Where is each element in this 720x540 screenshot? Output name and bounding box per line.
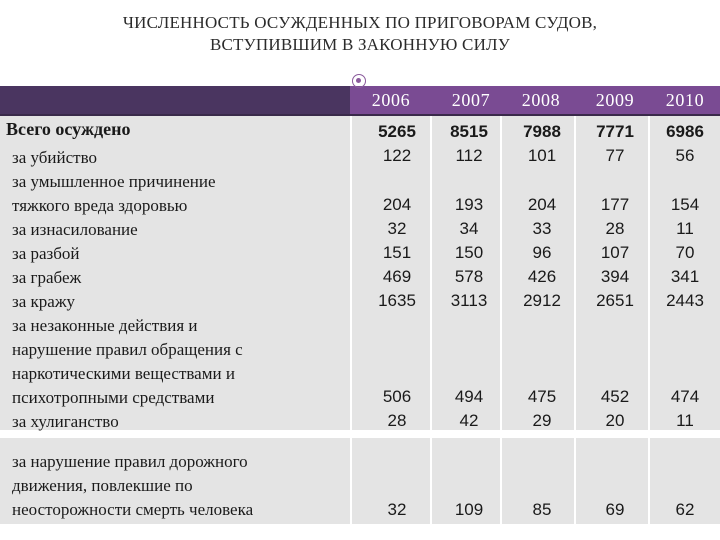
table-cell: 193 xyxy=(454,195,484,214)
table-cell: 122 xyxy=(382,146,412,165)
table-cell: 578 xyxy=(454,267,484,286)
table-cell: 96 xyxy=(532,243,552,262)
column-divider xyxy=(648,116,650,524)
row-label-murder: за убийство xyxy=(12,148,98,167)
column-divider xyxy=(430,116,432,524)
table-cell: 8515 xyxy=(450,122,488,141)
table-header-label-cell xyxy=(0,86,350,114)
table-cell: 3113 xyxy=(450,291,488,310)
table-cell: 2443 xyxy=(666,291,704,310)
title-line-1: ЧИСЛЕННОСТЬ ОСУЖДЕННЫХ ПО ПРИГОВОРАМ СУДОВ, xyxy=(122,13,598,32)
column-divider xyxy=(500,116,502,524)
row-label-drugs-1: за незаконные действия и xyxy=(12,316,198,335)
row-label-hooliganism: за хулиганство xyxy=(12,412,119,431)
table-cell: 177 xyxy=(600,195,630,214)
row-label-robbery: за разбой xyxy=(12,244,80,263)
table-cell: 7771 xyxy=(596,122,634,141)
table-cell: 42 xyxy=(459,411,479,430)
table-cell: 474 xyxy=(670,387,700,406)
table-cell: 56 xyxy=(675,146,695,165)
table-cell: 85 xyxy=(532,500,552,519)
table-cell: 151 xyxy=(382,243,412,262)
row-label-grievous-harm-2: тяжкого вреда здоровью xyxy=(12,196,188,215)
table-cell: 34 xyxy=(459,219,479,238)
row-label-drugs-4: психотропными средствами xyxy=(12,388,215,407)
table-cell: 150 xyxy=(454,243,484,262)
table-cell: 2651 xyxy=(596,291,634,310)
table-cell: 11 xyxy=(676,411,694,430)
table-cell: 154 xyxy=(670,195,700,214)
table-cell: 204 xyxy=(527,195,557,214)
ornament-icon xyxy=(352,74,366,88)
column-divider xyxy=(350,116,352,524)
table-cell: 426 xyxy=(527,267,557,286)
table-cell: 62 xyxy=(675,500,695,519)
table-cell: 101 xyxy=(527,146,557,165)
row-label-traffic-1: за нарушение правил дорожного xyxy=(12,452,248,471)
table-cell: 452 xyxy=(600,387,630,406)
table-cell: 1635 xyxy=(378,291,416,310)
table-cell: 506 xyxy=(382,387,412,406)
table-cell: 5265 xyxy=(378,122,416,141)
table-cell: 2912 xyxy=(523,291,561,310)
table-cell: 494 xyxy=(454,387,484,406)
year-header-2007: 2007 xyxy=(451,90,491,110)
table-cell: 77 xyxy=(605,146,625,165)
row-label-drugs-3: наркотическими веществами и xyxy=(12,364,235,383)
table-cell: 341 xyxy=(670,267,700,286)
table-cell: 107 xyxy=(600,243,630,262)
table-cell: 469 xyxy=(382,267,412,286)
table-cell: 11 xyxy=(676,219,694,238)
table-cell: 70 xyxy=(675,243,695,262)
table-cell: 33 xyxy=(532,219,552,238)
row-label-rape: за изнасилование xyxy=(12,220,138,239)
table-cell: 32 xyxy=(387,219,407,238)
year-header-2010: 2010 xyxy=(665,90,705,110)
row-label-traffic-3: неосторожности смерть человека xyxy=(12,500,254,519)
year-header-2009: 2009 xyxy=(595,90,635,110)
row-label-plunder: за грабеж xyxy=(12,268,82,287)
page-title xyxy=(0,12,720,56)
row-label-total: Всего осуждено xyxy=(6,119,131,139)
table-cell: 6986 xyxy=(666,122,704,141)
row-label-theft: за кражу xyxy=(12,292,76,311)
table-cell: 112 xyxy=(455,146,483,165)
table-cell: 7988 xyxy=(523,122,561,141)
row-label-traffic-2: движения, повлекшие по xyxy=(12,476,193,495)
row-label-drugs-2: нарушение правил обращения с xyxy=(12,340,243,359)
title-line-2: ВСТУПИВШИМ В ЗАКОННУЮ СИЛУ xyxy=(209,35,511,54)
table-cell: 475 xyxy=(527,387,557,406)
year-header-2006: 2006 xyxy=(371,90,411,110)
table-cell: 394 xyxy=(600,267,630,286)
table-cell: 28 xyxy=(605,219,625,238)
row-label-grievous-harm-1: за умышленное причинение xyxy=(12,172,216,191)
table-cell: 29 xyxy=(532,411,552,430)
table-cell: 28 xyxy=(387,411,407,430)
table-cell: 69 xyxy=(605,500,625,519)
table-cell: 32 xyxy=(387,500,407,519)
year-header-2008: 2008 xyxy=(521,90,561,110)
table-cell: 109 xyxy=(454,500,484,519)
column-divider xyxy=(574,116,576,524)
table-cell: 204 xyxy=(382,195,412,214)
table-cell: 20 xyxy=(605,411,625,430)
